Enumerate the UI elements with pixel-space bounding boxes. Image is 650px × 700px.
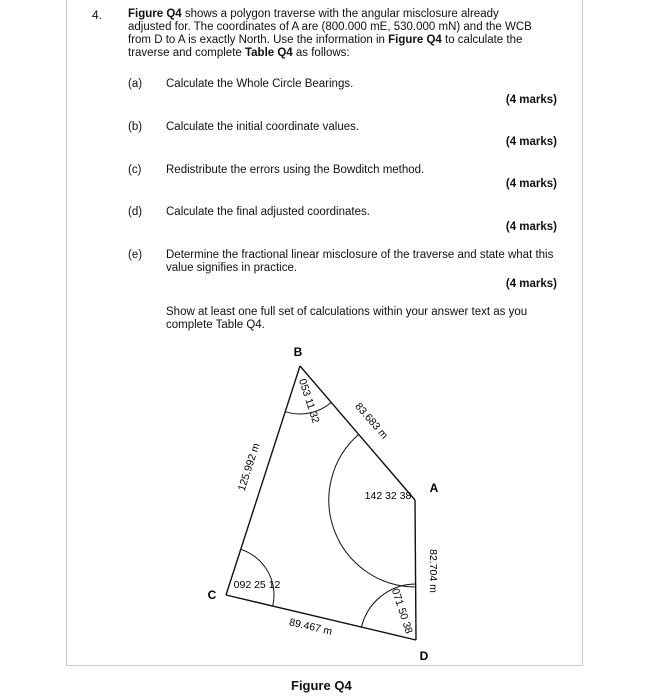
leg-cb-line (226, 366, 300, 595)
part-text-d: Calculate the final adjusted coordinates. (166, 206, 370, 218)
point-label-b: B (293, 345, 303, 359)
question-number: 4. (92, 8, 103, 22)
angle-label-d: 071 50 38 (388, 587, 415, 636)
figure-ref: Figure Q4 (388, 34, 442, 46)
distance-label-bc: 125.992 m (235, 441, 263, 493)
distance-label-cd: 89.467 m (287, 616, 334, 638)
angle-label-c: 092 25 12 (233, 579, 281, 591)
marks-d: (4 marks) (505, 221, 557, 233)
distance-label-da: 82.704 m (427, 549, 439, 593)
part-label-c: (c) (128, 164, 142, 176)
figure-caption: Figure Q4 (291, 678, 352, 693)
part-label-a: (a) (128, 78, 143, 90)
angle-label-a: 142 32 38 (364, 490, 412, 502)
marks-b: (4 marks) (505, 136, 557, 148)
intro-text-1: shows a polygon traverse with the angular misclosure already adjusted for. The coordinates of A are (800.000 mE, 530.000 mN) and the WCB from D to A is exactly North. Use the information in (128, 8, 532, 46)
part-label-d: (d) (128, 206, 143, 218)
figure-ref: Figure Q4 (128, 8, 182, 20)
point-label-d: D (419, 649, 429, 663)
marks-e: (4 marks) (505, 278, 557, 290)
leg-ab-line (300, 366, 415, 500)
marks-c: (4 marks) (505, 178, 557, 190)
point-label-c: C (207, 588, 217, 602)
angle-arc-a (329, 434, 415, 587)
marks-a: (4 marks) (505, 94, 557, 106)
part-text-b: Calculate the initial coordinate values. (166, 121, 360, 133)
instruction-text: Show at least one full set of calculations within your answer text as you complete Table Q4. (166, 306, 528, 331)
leg-ad-line (415, 500, 416, 640)
angle-label-b: 053 11 32 (296, 377, 322, 425)
part-label-e: (e) (128, 249, 143, 261)
intro-text-2: to calculate the traverse and complete (128, 34, 523, 59)
distance-label-ab: 83.683 m (352, 400, 391, 442)
part-text-a: Calculate the Whole Circle Bearings. (166, 78, 354, 90)
part-text-c: Redistribute the errors using the Bowditch method. (166, 164, 425, 176)
angle-arc-c (241, 549, 274, 606)
table-ref: Table Q4 (244, 47, 293, 59)
part-label-b: (b) (128, 121, 143, 133)
intro-text-3: as follows: (292, 47, 350, 59)
part-text-e: Determine the fractional linear misclosure of the traverse and state what this value signifies in practice. (166, 249, 554, 274)
point-label-a: A (429, 481, 439, 495)
